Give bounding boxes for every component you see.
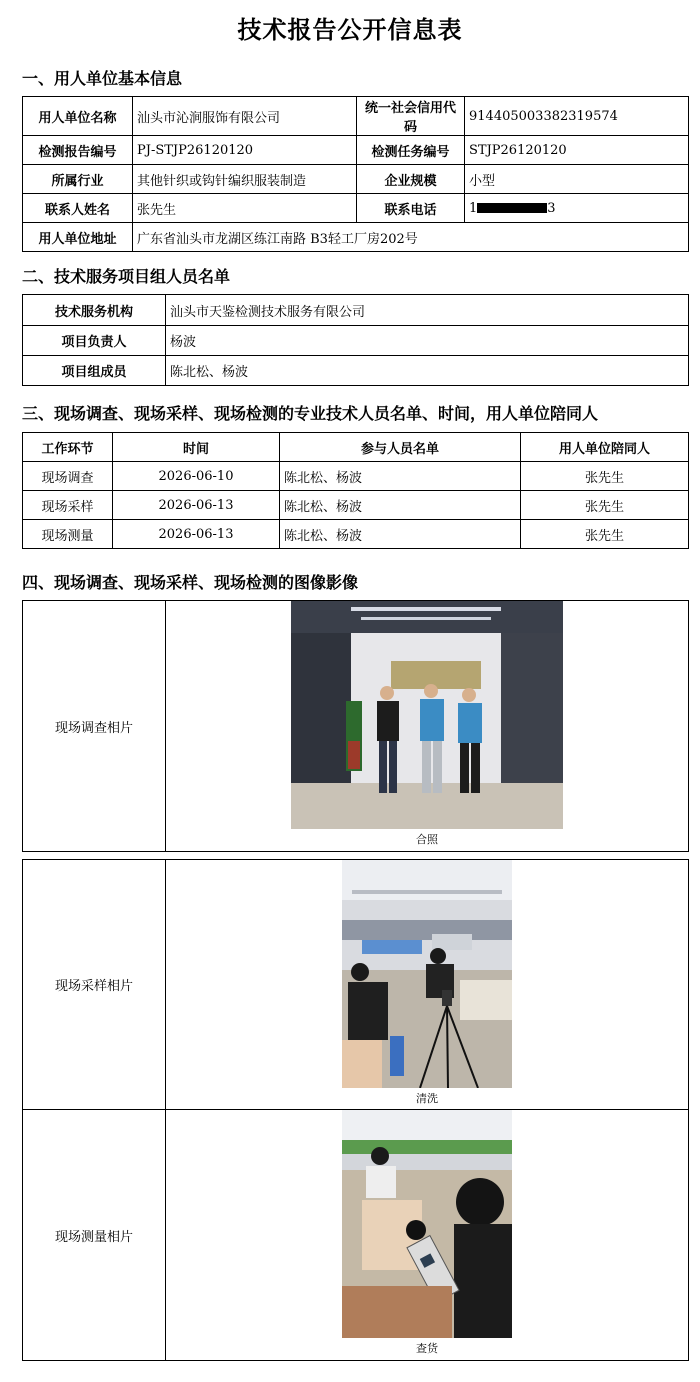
table-row (23, 520, 689, 549)
table-row (23, 136, 689, 165)
cell-date: 2026-06-13 (113, 491, 280, 520)
table-row (23, 97, 689, 136)
phone-start: 1 (469, 200, 478, 216)
label-credit-code: 统一社会信用代码 (357, 97, 465, 136)
label-phone: 联系电话 (357, 194, 465, 223)
value-phone (465, 194, 689, 223)
label-address: 用人单位地址 (23, 223, 133, 252)
label-contact-name: 联系人姓名 (23, 194, 133, 223)
redaction-mask (477, 203, 547, 213)
fieldwork-table (22, 432, 689, 549)
woman-foreground (454, 1178, 512, 1338)
label-service-org: 技术服务机构 (23, 295, 166, 326)
label-company-name: 用人单位名称 (23, 97, 133, 136)
value-contact-name: 张先生 (133, 194, 357, 223)
value-company-name: 汕头市沁涧服饰有限公司 (133, 97, 357, 136)
header-time: 时间 (113, 433, 280, 462)
label-report-number: 检测报告编号 (23, 136, 133, 165)
photo-cell-sampling (166, 860, 689, 1110)
table-row (23, 1110, 689, 1361)
cell-date: 2026-06-13 (113, 520, 280, 549)
cell-stage: 现场测量 (23, 520, 113, 549)
table-row (23, 601, 689, 852)
table-row (23, 462, 689, 491)
photo-table-survey (22, 600, 689, 852)
table-row (23, 194, 689, 223)
photo-label-measure: 现场测量相片 (23, 1110, 166, 1361)
photo-caption-sampling: 清洗 (416, 1092, 438, 1105)
header-escort: 用人单位陪同人 (521, 433, 689, 462)
cell-participants: 陈北松、杨波 (280, 491, 521, 520)
value-project-lead: 杨波 (166, 326, 689, 356)
table-row (23, 860, 689, 1110)
photo-cell-measure (166, 1110, 689, 1361)
project-team-table (22, 294, 689, 386)
table-row (23, 223, 689, 252)
photo-cell-survey (166, 601, 689, 852)
cell-stage: 现场调查 (23, 462, 113, 491)
table-header-row (23, 433, 689, 462)
section-4-heading: 四、现场调查、现场采样、现场检测的图像影像 (22, 573, 359, 592)
header-stage: 工作环节 (23, 433, 113, 462)
photo-label-survey: 现场调查相片 (23, 601, 166, 852)
photo-table-sampling-measure (22, 859, 689, 1361)
table-row (23, 356, 689, 386)
value-industry: 其他针织或钩针编织服装制造 (133, 165, 357, 194)
section-1-heading: 一、用人单位基本信息 (22, 69, 183, 88)
label-project-lead: 项目负责人 (23, 326, 166, 356)
cell-stage: 现场采样 (23, 491, 113, 520)
table-row (23, 295, 689, 326)
label-team-members: 项目组成员 (23, 356, 166, 386)
value-address: 广东省汕头市龙湖区练江南路 B3轻工厂房202号 (133, 223, 689, 252)
group-photo-image (291, 601, 563, 829)
value-credit-code: 914405003382319574 (465, 97, 689, 136)
value-report-number: PJ-STJP26120120 (133, 136, 357, 165)
cell-participants: 陈北松、杨波 (280, 462, 521, 491)
header-participants: 参与人员名单 (280, 433, 521, 462)
label-scale: 企业规模 (357, 165, 465, 194)
cell-escort: 张先生 (521, 491, 689, 520)
cell-escort: 张先生 (521, 462, 689, 491)
value-task-number: STJP26120120 (465, 136, 689, 165)
basic-info-table (22, 96, 689, 252)
photo-caption-survey: 合照 (416, 833, 438, 846)
value-scale: 小型 (465, 165, 689, 194)
cell-escort: 张先生 (521, 520, 689, 549)
phone-end: 3 (547, 200, 556, 216)
table-row (23, 165, 689, 194)
section-2-heading: 二、技术服务项目组人员名单 (22, 267, 231, 286)
measurement-photo-image (342, 1110, 512, 1338)
photo-label-sampling: 现场采样相片 (23, 860, 166, 1110)
label-task-number: 检测任务编号 (357, 136, 465, 165)
label-industry: 所属行业 (23, 165, 133, 194)
table-row (23, 491, 689, 520)
page-title: 技术报告公开信息表 (237, 15, 463, 44)
section-3-heading: 三、现场调查、现场采样、现场检测的专业技术人员名单、时间，用人单位陪同人 (22, 404, 599, 423)
value-service-org: 汕头市天鉴检测技术服务有限公司 (166, 295, 689, 326)
photo-caption-measure: 查货 (416, 1342, 438, 1355)
sampling-photo-image (342, 860, 512, 1088)
cell-date: 2026-06-10 (113, 462, 280, 491)
cell-participants: 陈北松、杨波 (280, 520, 521, 549)
table-row (23, 326, 689, 356)
value-team-members: 陈北松、杨波 (166, 356, 689, 386)
